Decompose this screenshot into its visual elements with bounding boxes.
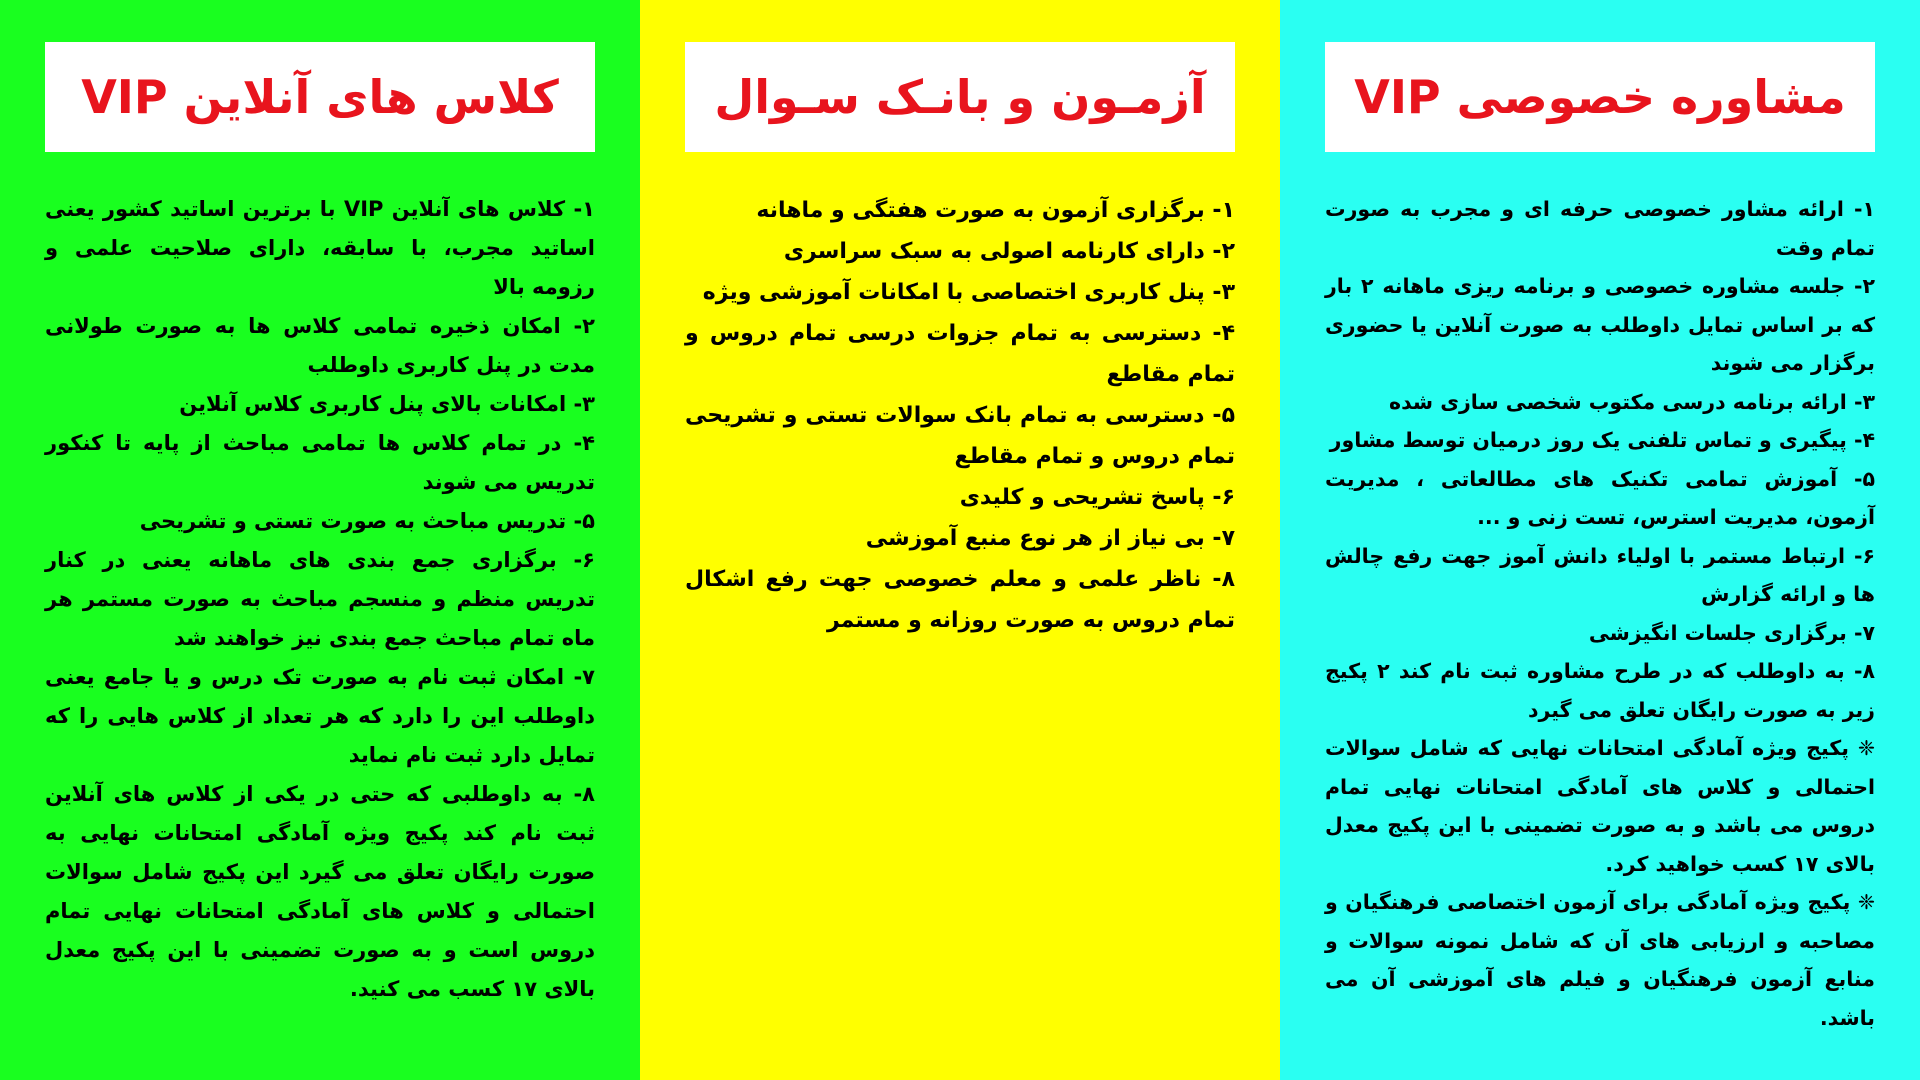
vip-online-classes-list bbox=[45, 190, 595, 1009]
list-item: ۶- برگزاری جمع بندی های ماهانه یعنی در کنار تدریس منظم و منسجم مباحث به صورت مستمر هر ماه تمام مباحث جمع بندی نیز خواهند شد bbox=[45, 548, 595, 650]
list-item: ۸- ناظر علمی و معلم خصوصی جهت رفع اشکال تمام دروس به صورت روزانه و مستمر bbox=[685, 567, 1235, 633]
list-item: ۵- دسترسی به تمام بانک سوالات تستی و تشریحی تمام دروس و تمام مقاطع bbox=[685, 403, 1235, 469]
list-item: ۱- ارائه مشاور خصوصی حرفه ای و مجرب به صورت تمام وقت bbox=[1325, 197, 1875, 260]
list-item: ❈ پکیج ویژه آمادگی امتحانات نهایی که شامل سوالات احتمالی و کلاس های آمادگی امتحانات نهایی تمام دروس می باشد و به صورت تضمینی با این پکیج معدل بالای ۱۷ کسب خواهید کرد. bbox=[1325, 736, 1875, 876]
vip-private-counseling-title-box bbox=[1325, 42, 1875, 152]
vip-online-classes-title-box bbox=[45, 42, 595, 152]
list-item: ۲- جلسه مشاوره خصوصی و برنامه ریزی ماهانه ۲ بار که بر اساس تمایل داوطلب به صورت آنلاین یا حضوری برگزار می شوند bbox=[1325, 274, 1875, 375]
list-item: ۳- امکانات بالای پنل کاربری کلاس آنلاین bbox=[179, 392, 595, 416]
list-item: ۸- به داوطلبی که حتی در یکی از کلاس های آنلاین ثبت نام کند پکیج ویژه آمادگی امتحانات نهایی به صورت رایگان تعلق می گیرد این پکیج شامل سوالات احتمالی و کلاس های آمادگی امتحانات نهایی تمام دروس است و به صورت تضمینی با این پکیج معدل بالای ۱۷ کسب می کنید. bbox=[45, 782, 595, 1001]
list-item: ۴- پیگیری و تماس تلفنی یک روز درمیان توسط مشاور bbox=[1329, 428, 1875, 452]
vip-private-counseling-title: مشاوره خصوصی VIP bbox=[1354, 70, 1846, 124]
exam-question-bank-list bbox=[685, 190, 1235, 641]
list-item: ۶- ارتباط مستمر با اولیاء دانش آموز جهت رفع چالش ها و ارائه گزارش bbox=[1325, 543, 1875, 606]
exam-question-bank-title-box bbox=[685, 42, 1235, 152]
list-item: ۲- امکان ذخیره تمامی کلاس ها به صورت طولانی مدت در پنل کاربری داوطلب bbox=[45, 314, 595, 377]
list-item: ۶- پاسخ تشریحی و کلیدی bbox=[959, 485, 1235, 510]
list-item: ۲- دارای کارنامه اصولی به سبک سراسری bbox=[783, 239, 1235, 264]
list-item: ۵- تدریس مباحث به صورت تستی و تشریحی bbox=[139, 509, 595, 533]
list-item: ۱- برگزاری آزمون به صورت هفتگی و ماهانه bbox=[756, 198, 1235, 223]
list-item: ۵- آموزش تمامی تکنیک های مطالعاتی ، مدیریت آزمون، مدیریت استرس، تست زنی و ... bbox=[1325, 466, 1875, 529]
exam-question-bank-title: آزمـون و بانـک سـوال bbox=[714, 70, 1206, 124]
list-item: ۸- به داوطلب که در طرح مشاوره ثبت نام کند ۲ پکیج زیر به صورت رایگان تعلق می گیرد bbox=[1325, 659, 1875, 722]
vip-online-classes-title: کلاس های آنلاین VIP bbox=[81, 70, 559, 124]
list-item: ۴- در تمام کلاس ها تمامی مباحث از پایه تا کنکور تدریس می شوند bbox=[45, 431, 595, 494]
list-item: ۷- برگزاری جلسات انگیزشی bbox=[1588, 620, 1875, 645]
vip-online-classes-panel bbox=[0, 0, 640, 1080]
list-item: ۴- دسترسی به تمام جزوات درسی تمام دروس و تمام مقاطع bbox=[685, 321, 1235, 387]
exam-question-bank-panel bbox=[640, 0, 1280, 1080]
list-item: ❈ پکیج ویژه آمادگی برای آزمون اختصاصی فرهنگیان و مصاحبه و ارزیابی های آن که شامل نمونه سوالات و منابع آزمون فرهنگیان و فیلم های آموزشی آن می باشد. bbox=[1325, 890, 1875, 1030]
list-item: ۷- بی نیاز از هر نوع منبع آموزشی bbox=[865, 526, 1235, 551]
list-item: ۳- ارائه برنامه درسی مکتوب شخصی سازی شده bbox=[1388, 389, 1875, 414]
vip-private-counseling-panel bbox=[1280, 0, 1920, 1080]
list-item: ۱- کلاس های آنلاین VIP با برترین اساتید کشور یعنی اساتید مجرب، با سابقه، دارای صلاحیت علمی و رزومه بالا bbox=[45, 197, 595, 299]
list-item: ۳- پنل کاربری اختصاصی با امکانات آموزشی ویژه bbox=[702, 280, 1235, 305]
vip-private-counseling-list bbox=[1325, 190, 1875, 1037]
list-item: ۷- امکان ثبت نام به صورت تک درس و یا جامع یعنی داوطلب این را دارد که هر تعداد از کلاس هایی را که تمایل دارد ثبت نام نماید bbox=[45, 665, 595, 767]
